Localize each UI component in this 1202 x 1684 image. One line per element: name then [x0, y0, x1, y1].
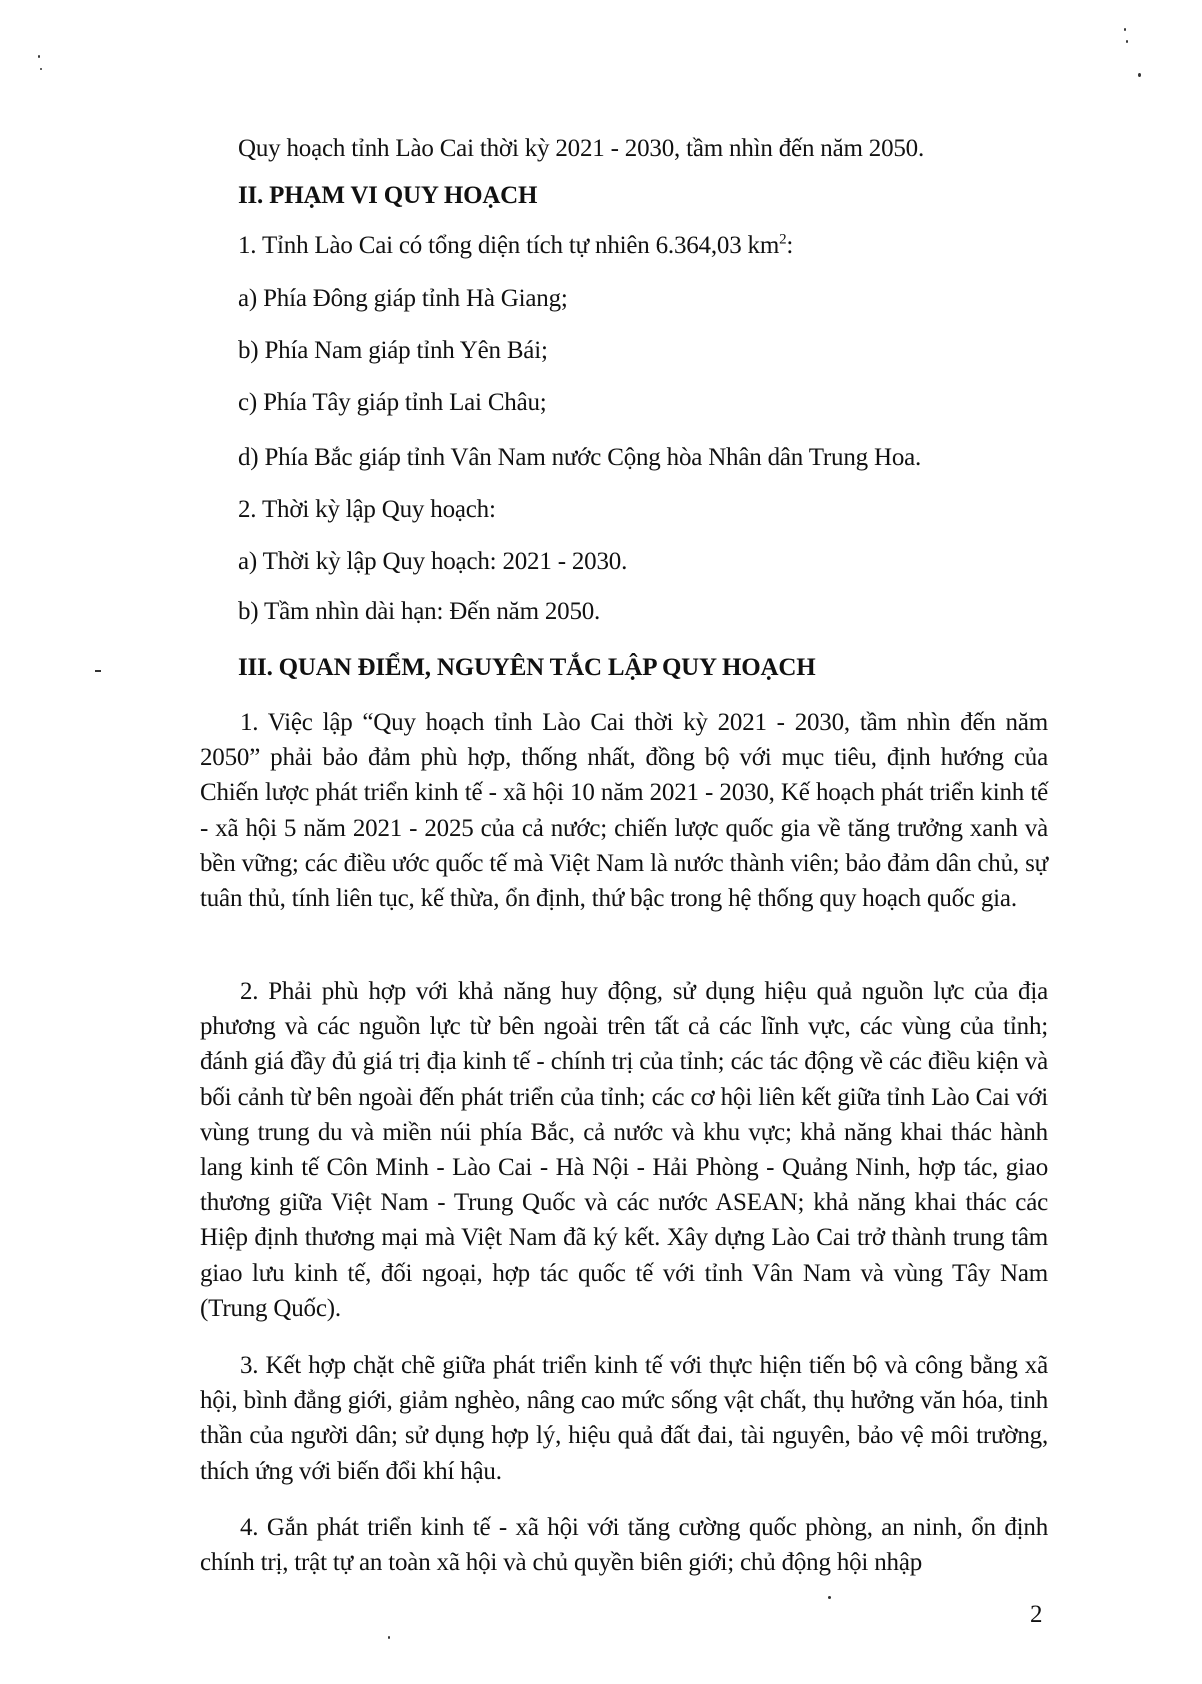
- scope-item-2: 2. Thời kỳ lập Quy hoạch:: [238, 496, 496, 523]
- scan-speck: [1124, 28, 1126, 31]
- scope-item-1: [238, 231, 793, 261]
- area-superscript: 2: [779, 231, 787, 248]
- scan-speck: [828, 1596, 831, 1599]
- scan-speck: [40, 68, 42, 70]
- border-east: a) Phía Đông giáp tỉnh Hà Giang;: [238, 285, 568, 312]
- principle-paragraph-2: 2. Phải phù hợp với khả năng huy động, sử dụng hiệu quả nguồn lực của địa phương và các nguồn lực từ bên ngoài trên tất cả các lĩnh vực, các vùng của tỉnh; đánh giá đầy đủ giá trị địa kinh tế - chính trị của tỉnh; các tác động về các điều kiện và bối cảnh từ bên ngoài đến phát triển của tỉnh; các cơ hội liên kết giữa tỉnh Lào Cai với vùng trung du và miền núi phía Bắc, cả nước và khu vực; khả năng khai thác hành lang kinh tế Côn Minh - Lào Cai - Hà Nội - Hải Phòng - Quảng Ninh, hợp tác, giao thương giữa Việt Nam - Trung Quốc và các nước ASEAN; khả năng khai thác các Hiệp định thương mại mà Việt Nam đã ký kết. Xây dựng Lào Cai trở thành trung tâm giao lưu kinh tế, đối ngoại, hợp tác quốc tế với tỉnh Vân Nam và vùng Tây Nam (Trung Quốc).: [200, 978, 1048, 1322]
- principle-paragraph-1: 1. Việc lập “Quy hoạch tỉnh Lào Cai thời kỳ 2021 - 2030, tầm nhìn đến năm 2050” phải bảo đảm phù hợp, thống nhất, đồng bộ với mục tiêu, định hướng của Chiến lược phát triển kinh tế - xã hội 10 năm 2021 - 2030, Kế hoạch phát triển kinh tế - xã hội 5 năm 2021 - 2025 của cả nước; chiến lược quốc gia về tăng trưởng xanh và bền vững; các điều ước quốc tế mà Việt Nam là nước thành viên; bảo đảm dân chủ, sự tuân thủ, tính liên tục, kế thừa, ổn định, thứ bậc trong hệ thống quy hoạch quốc gia.: [200, 709, 1048, 913]
- scan-speck: [1126, 40, 1128, 43]
- principle-paragraph-3: 3. Kết hợp chặt chẽ giữa phát triển kinh tế với thực hiện tiến bộ và công bằng xã hội, bình đẳng giới, giảm nghèo, nâng cao mức sống vật chất, thụ hưởng văn hóa, tinh thần của người dân; sử dụng hợp lý, hiệu quả đất đai, tài nguyên, bảo vệ môi trường, thích ứng với biến đổi khí hậu.: [200, 1352, 1048, 1485]
- page-number: 2: [1030, 1601, 1043, 1628]
- border-south: b) Phía Nam giáp tỉnh Yên Bái;: [238, 337, 548, 364]
- period-vision: b) Tầm nhìn dài hạn: Đến năm 2050.: [238, 598, 601, 625]
- area-suffix: :: [786, 232, 794, 259]
- section-iii-heading: III. QUAN ĐIỂM, NGUYÊN TẮC LẬP QUY HOẠCH: [238, 654, 816, 681]
- period-planning: a) Thời kỳ lập Quy hoạch: 2021 - 2030.: [238, 548, 628, 575]
- border-north: d) Phía Bắc giáp tỉnh Vân Nam nước Cộng hòa Nhân dân Trung Hoa.: [238, 444, 922, 471]
- area-text: 1. Tỉnh Lào Cai có tổng diện tích tự nhiên 6.364,03 km: [238, 232, 780, 259]
- scan-speck: [38, 55, 40, 58]
- scan-speck: [1138, 73, 1141, 77]
- section-ii-heading: II. PHẠM VI QUY HOẠCH: [238, 182, 538, 209]
- border-west: c) Phía Tây giáp tỉnh Lai Châu;: [238, 389, 547, 416]
- principle-paragraph-4: 4. Gắn phát triển kinh tế - xã hội với tăng cường quốc phòng, an ninh, ổn định chính trị, trật tự an toàn xã hội và chủ quyền biên giới; chủ động hội nhập: [200, 1514, 1048, 1577]
- intro-line: Quy hoạch tỉnh Lào Cai thời kỳ 2021 - 2030, tầm nhìn đến năm 2050.: [238, 135, 925, 162]
- scan-speck: [95, 670, 101, 672]
- scan-speck: [388, 1636, 390, 1639]
